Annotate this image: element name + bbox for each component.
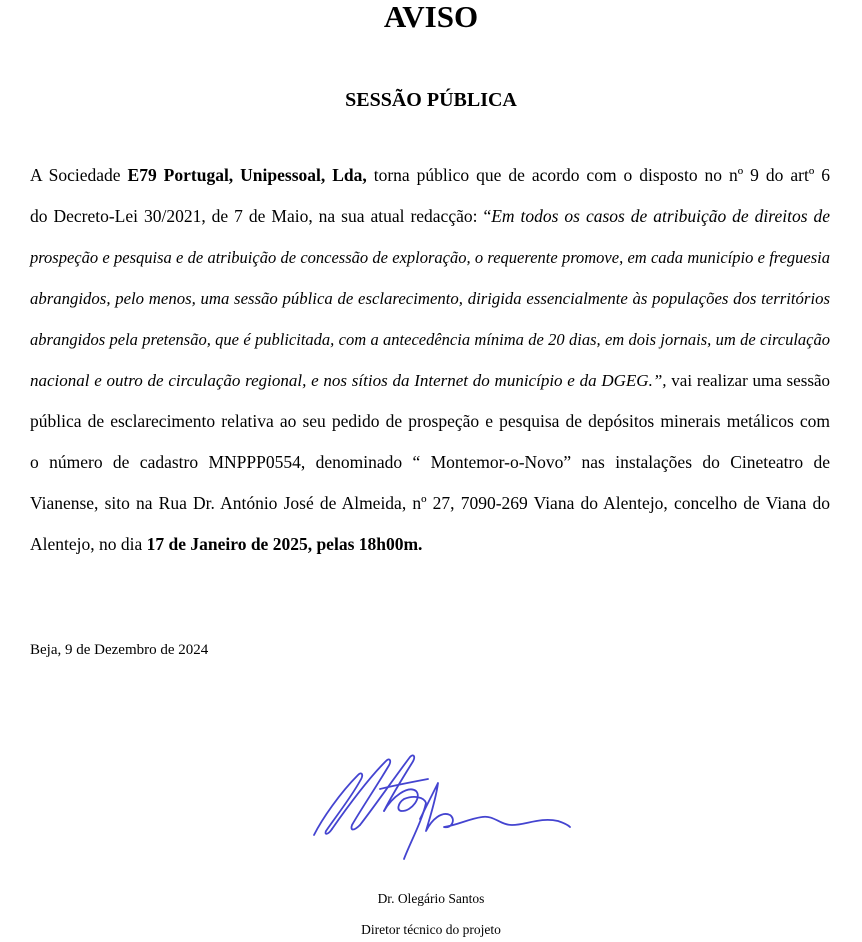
body-text: A Sociedade <box>30 165 128 185</box>
company-name: E79 Portugal, Unipessoal, Lda, <box>127 165 367 185</box>
body-text: o número de cadastro MNPPP0554, denominado “ Montemor-o-Novo” nas instalações do Cineteatro de <box>30 452 830 472</box>
legal-quote: abrangidos pela pretensão, que é publicitada, com a antecedência mínima de 20 dias, em dois jornais, um de circulação <box>30 330 830 349</box>
body-text: do Decreto-Lei 30/2021, de 7 de Maio, na sua atual redacção: “ <box>30 206 492 226</box>
legal-quote: abrangidos, pelo menos, uma sessão pública de esclarecimento, dirigida essencialmente às populações dos territórios <box>30 289 830 308</box>
body-line <box>30 483 830 524</box>
body-line <box>30 524 830 565</box>
place-and-date: Beja, 9 de Dezembro de 2024 <box>30 642 209 658</box>
body-text: torna público que de acordo com o disposto no nº 9 do artº 6 <box>366 165 830 185</box>
body-line <box>30 237 830 278</box>
signatory-name: Dr. Olegário Santos <box>377 891 485 906</box>
body-line <box>30 319 830 360</box>
session-date-time: 17 de Janeiro de 2025, pelas 18h00m. <box>146 534 423 554</box>
body-line <box>30 155 830 196</box>
signature-stroke <box>420 783 570 831</box>
signature-stroke <box>314 773 362 835</box>
signature <box>300 745 580 865</box>
body-text: vai realizar uma sessão <box>666 371 830 390</box>
body-line <box>30 360 830 401</box>
body-text: Vianense, sito na Rua Dr. António José de Almeida, nº 27, 7090-269 Viana do Alentejo, concelho de Viana do <box>30 493 830 513</box>
body-line <box>30 196 830 237</box>
notice-body <box>30 155 830 565</box>
legal-quote: nacional e outro de circulação regional, e nos sítios da Internet do município e da DGEG.”, <box>30 371 667 390</box>
notice-title: AVISO <box>383 0 479 34</box>
notice-subtitle: SESSÃO PÚBLICA <box>345 89 517 111</box>
signatory-role: Diretor técnico do projeto <box>361 922 501 937</box>
signature-stroke <box>380 779 428 789</box>
body-text: pública de esclarecimento relativa ao seu pedido de prospeção e pesquisa de depósitos minerais metálicos com <box>30 411 830 431</box>
body-text: Alentejo, no dia <box>30 534 147 554</box>
body-line <box>30 442 830 483</box>
body-line <box>30 278 830 319</box>
legal-quote: prospeção e pesquisa e de atribuição de concessão de exploração, o requerente promove, em cada município e freguesia <box>30 248 830 267</box>
body-line <box>30 401 830 442</box>
legal-quote: Em todos os casos de atribuição de direitos de <box>491 206 830 226</box>
